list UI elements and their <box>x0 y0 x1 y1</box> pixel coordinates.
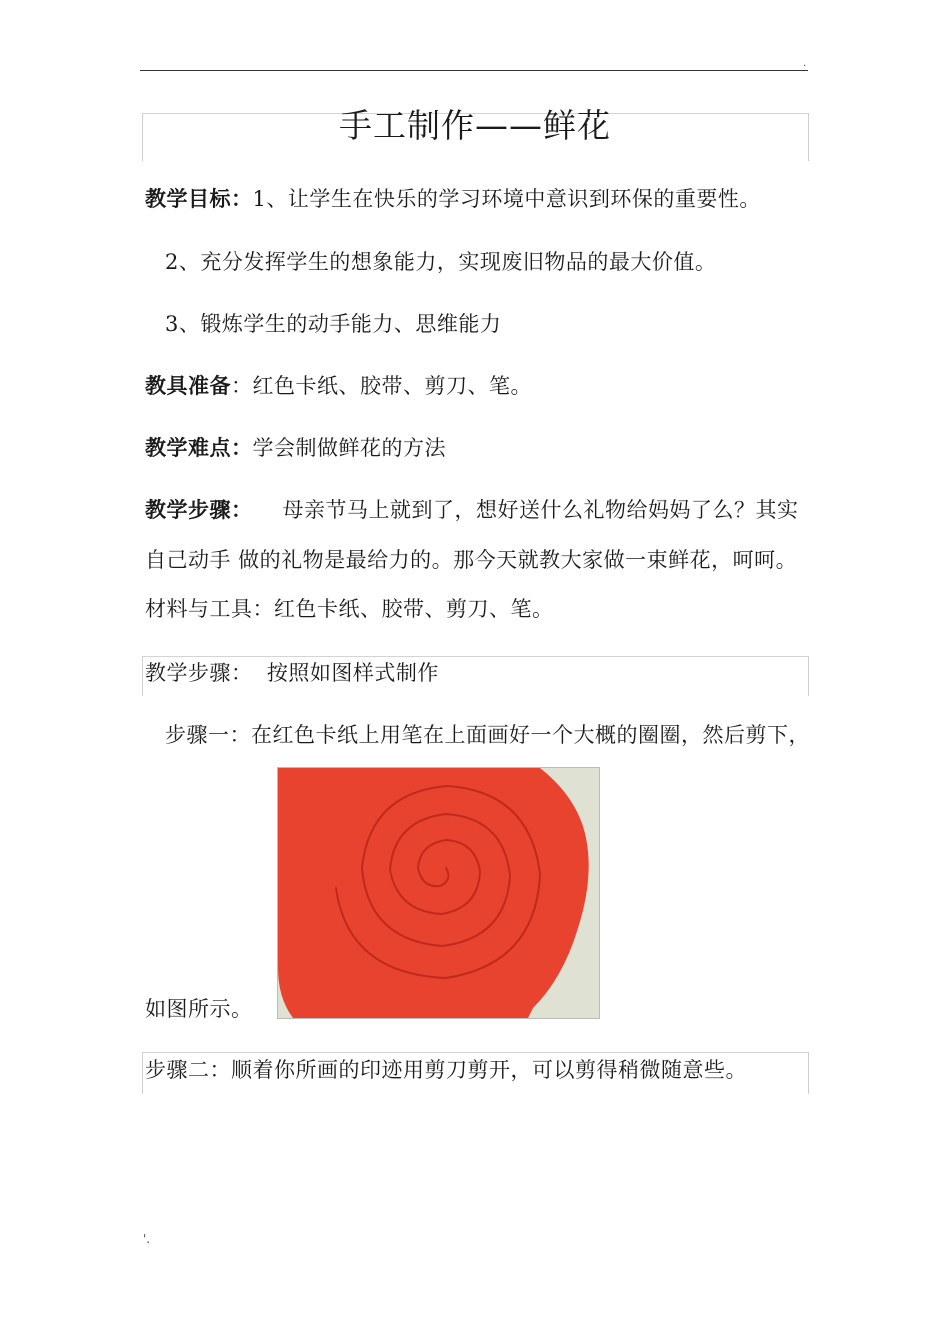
objective-item: 3、锻炼学生的动手能力、思维能力 <box>165 312 502 336</box>
prep-text: ：红色卡纸、胶带、剪刀、笔。 <box>231 374 532 398</box>
objective-item: 1、让学生在快乐的学习环境中意识到环保的重要性。 <box>252 187 761 211</box>
spiral-paper-photo <box>277 767 600 1019</box>
objectives-label: 教学目标： <box>145 187 253 211</box>
prep-line <box>145 370 532 400</box>
prep-label: 教具准备 <box>145 374 231 398</box>
step2-box-left <box>142 1052 143 1094</box>
step2-box-top <box>142 1052 808 1053</box>
steps-box-left <box>142 656 143 696</box>
difficulty-line <box>145 432 446 462</box>
steps-intro-line-1 <box>145 494 799 524</box>
objectives-line-1 <box>145 183 761 213</box>
step1-caption: 如图所示。 <box>145 997 253 1021</box>
page-title: 手工制作——鲜花 <box>339 106 611 145</box>
step1-text: 步骤一：在红色卡纸上用笔在上面画好一个大概的圈圈，然后剪下， <box>165 723 810 747</box>
steps-box-right <box>808 656 809 696</box>
footer-mark: '. <box>143 1232 151 1246</box>
header-rule <box>140 70 808 71</box>
difficulty-text: 学会制做鲜花的方法 <box>252 436 446 460</box>
step2-box-right <box>808 1052 809 1094</box>
steps-intro-line-2: 自己动手 做的礼物是最给力的。那今天就教大家做一束鲜花，呵呵。 <box>145 548 798 572</box>
steps-intro-line-3: 材料与工具：红色卡纸、胶带、剪刀、笔。 <box>145 597 554 621</box>
objective-item: 2、充分发挥学生的想象能力，实现废旧物品的最大价值。 <box>165 250 717 274</box>
header-mark: . <box>803 58 807 69</box>
step2-text: 步骤二：顺着你所画的印迹用剪刀剪开，可以剪得稍微随意些。 <box>145 1058 747 1082</box>
steps-heading: 教学步骤： 按照如图样式制作 <box>145 661 439 685</box>
steps-intro-text-1: 母亲节马上就到了，想好送什么礼物给妈妈了么？其实 <box>282 498 799 522</box>
difficulty-label: 教学难点： <box>145 436 253 460</box>
steps-label: 教学步骤： <box>145 498 253 522</box>
red-spiral-paper-image <box>278 768 599 1018</box>
